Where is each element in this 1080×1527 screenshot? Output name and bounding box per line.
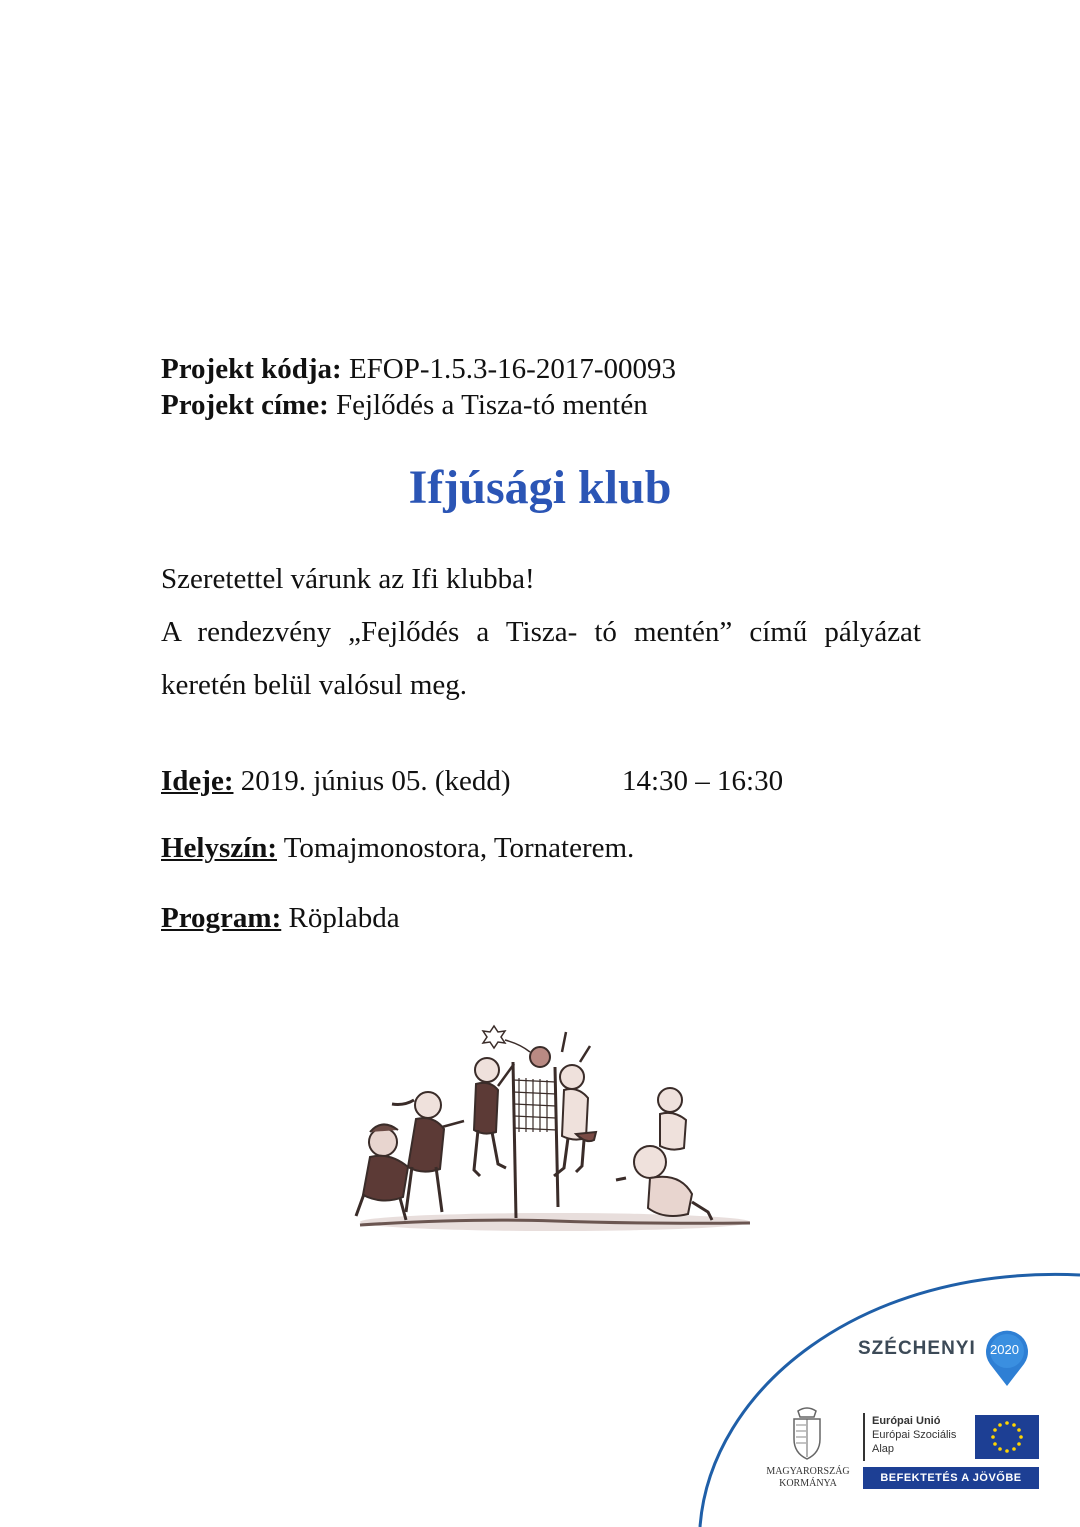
- time-date: 2019. június 05. (kedd): [240, 765, 511, 797]
- project-title-value: Fejlődés a Tisza-tó mentén: [336, 389, 648, 421]
- time-label: Ideje:: [161, 765, 234, 797]
- szechenyi-text: SZÉCHENYI: [858, 1338, 976, 1359]
- gov-line-2: KORMÁNYA: [779, 1478, 837, 1489]
- event-place: [161, 830, 634, 866]
- project-title: [161, 387, 648, 423]
- eu-flag-icon: [975, 1415, 1039, 1459]
- project-code-value: EFOP-1.5.3-16-2017-00093: [348, 353, 676, 385]
- program-label: Program:: [161, 902, 282, 934]
- place-label: Helyszín:: [161, 832, 277, 864]
- government-logo-text: [760, 1466, 856, 1490]
- page-title: Ifjúsági klub: [408, 461, 672, 514]
- szechenyi-year: 2020: [990, 1342, 1019, 1357]
- eu-line-2: Európai Szociális: [872, 1429, 957, 1441]
- szechenyi-2020-logo: [858, 1328, 1038, 1393]
- hungarian-coat-of-arms-icon: [790, 1405, 824, 1461]
- intro-line-3: keretén belül valósul meg.: [161, 669, 468, 701]
- gov-line-1: MAGYARORSZÁG: [766, 1466, 850, 1477]
- project-title-label: Projekt címe:: [161, 389, 329, 421]
- place-value: Tomajmonostora, Tornaterem.: [283, 832, 635, 864]
- eu-line-3: Alap: [872, 1443, 895, 1455]
- intro-line-2: A rendezvény „Fejlődés a Tisza- tó mentén” című pályázat: [161, 616, 921, 648]
- project-code: [161, 351, 676, 387]
- program-value: Röplabda: [288, 902, 400, 934]
- volleyball-players-illustration: [350, 1022, 760, 1237]
- time-hours: 14:30 – 16:30: [622, 765, 784, 797]
- event-time: [161, 763, 511, 799]
- intro-line-1: Szeretettel várunk az Ifi klubba!: [161, 563, 535, 595]
- project-code-label: Projekt kódja:: [161, 353, 342, 385]
- map-pin-icon: [984, 1328, 1030, 1388]
- event-program: [161, 900, 400, 936]
- intro-paragraph: [161, 553, 921, 712]
- eu-banner: BEFEKTETÉS A JÖVŐBE: [863, 1467, 1039, 1489]
- eu-funding-logo: [863, 1413, 1043, 1493]
- eu-line-1: Európai Unió: [872, 1415, 941, 1427]
